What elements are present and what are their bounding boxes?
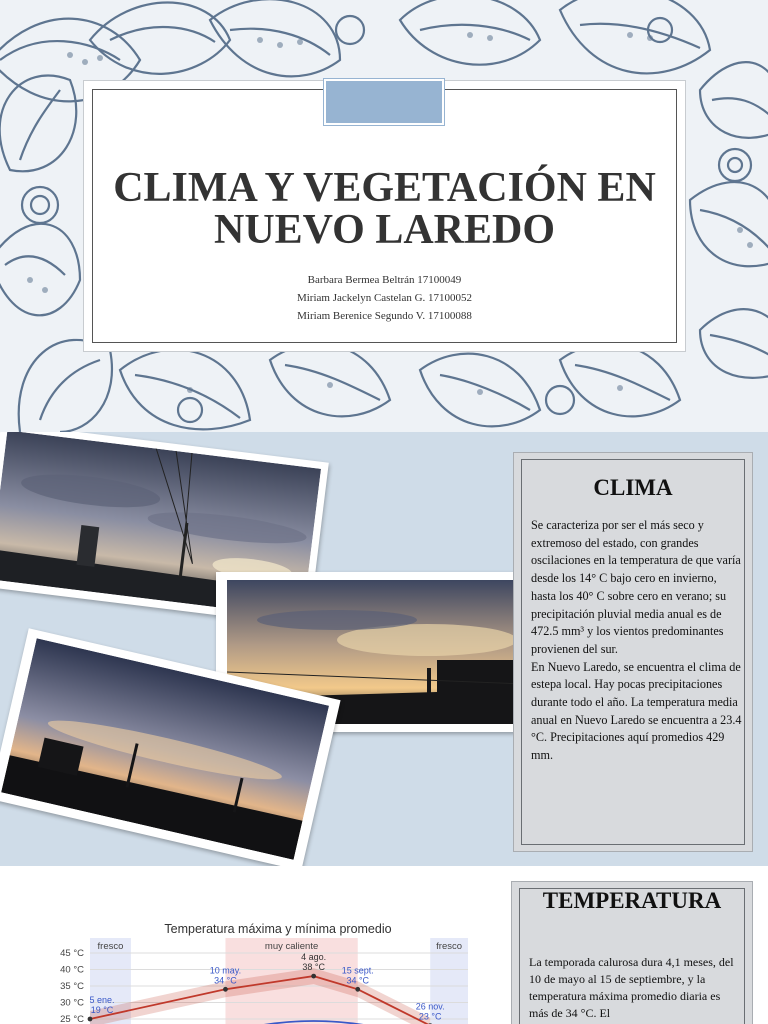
clima-paragraph-2: En Nuevo Laredo, se encuentra el clima de estepa local. Hay pocas precipitaciones durante todo el año. La temperatura media anual en Nuevo Laredo se encuentra a 23.4 °C. Precipitaciones aquí promedios 429 mm. [531,659,742,763]
author-3: Miriam Berenice Segundo V. 17100088 [297,310,472,322]
season-band-label: fresco [436,941,463,952]
annotation-value: 34 °C [346,975,370,986]
annotation-date: 4 ago. [301,952,327,963]
title-slide [0,0,768,432]
annotation-date: 10 may. [209,965,242,976]
temperature-chart [0,906,510,1024]
author-1: Barbara Bermea Beltrán 17100049 [307,274,462,286]
temperatura-text-box [511,881,753,1024]
max-temp-point [88,1017,93,1022]
clima-paragraph-1: Se caracteriza por ser el más seco y extremoso del estado, con grandes oscilaciones en la temperatura de que varía desde los 14° C bajo cero en invierno, hasta los 40° C sobre cero en verano; su precipitación pluvial media anual es de 472.5 mm³ y los vientos predominantes provienen del sur. [531,518,741,656]
annotation-value: 34 °C [214,975,237,986]
chart-y-ticks [60,948,84,1024]
annotation-date: 5 ene. [89,995,115,1005]
max-temp-point [223,987,228,992]
chart-title: Temperatura máxima y mínima promedio [164,922,392,936]
authors-list [84,271,685,325]
slide-title-line-2: NUEVO LAREDO [213,207,556,253]
title-accent-tab [324,79,444,125]
temperatura-heading: TEMPERATURA [542,888,722,913]
annotation-value: 38 °C [302,962,325,973]
temperatura-slide [0,866,768,1024]
clima-body [531,517,742,765]
author-2: Miriam Jackelyn Castelan G. 17100052 [296,292,473,304]
season-band-label: fresco [97,941,124,952]
annotation-value: 23 °C [418,1011,442,1022]
y-tick-label: 45 °C [60,948,84,959]
max-temp-point [311,974,316,979]
clima-slide [0,432,768,866]
slide-title-line-1: CLIMA Y VEGETACIÓN EN [113,165,656,211]
max-temp-point [355,987,360,992]
y-tick-label: 25 °C [60,1014,84,1024]
y-tick-label: 30 °C [60,997,84,1009]
temperatura-body: La temporada calurosa dura 4,1 meses, del 10 de mayo al 15 de septiembre, y la temperatura máxima promedio diaria es más de 34 °C. El [529,955,734,1020]
title-card [83,80,686,352]
season-band-label: muy caliente [264,941,319,952]
slide-title [84,167,685,251]
annotation-date: 15 sept. [341,965,374,976]
y-tick-label: 40 °C [60,964,84,976]
annotation-date: 26 nov. [415,1001,445,1012]
y-tick-label: 35 °C [60,981,84,992]
annotation-value: 19 °C [90,1005,114,1015]
clima-heading: CLIMA [593,475,673,500]
clima-text-box [513,452,753,852]
